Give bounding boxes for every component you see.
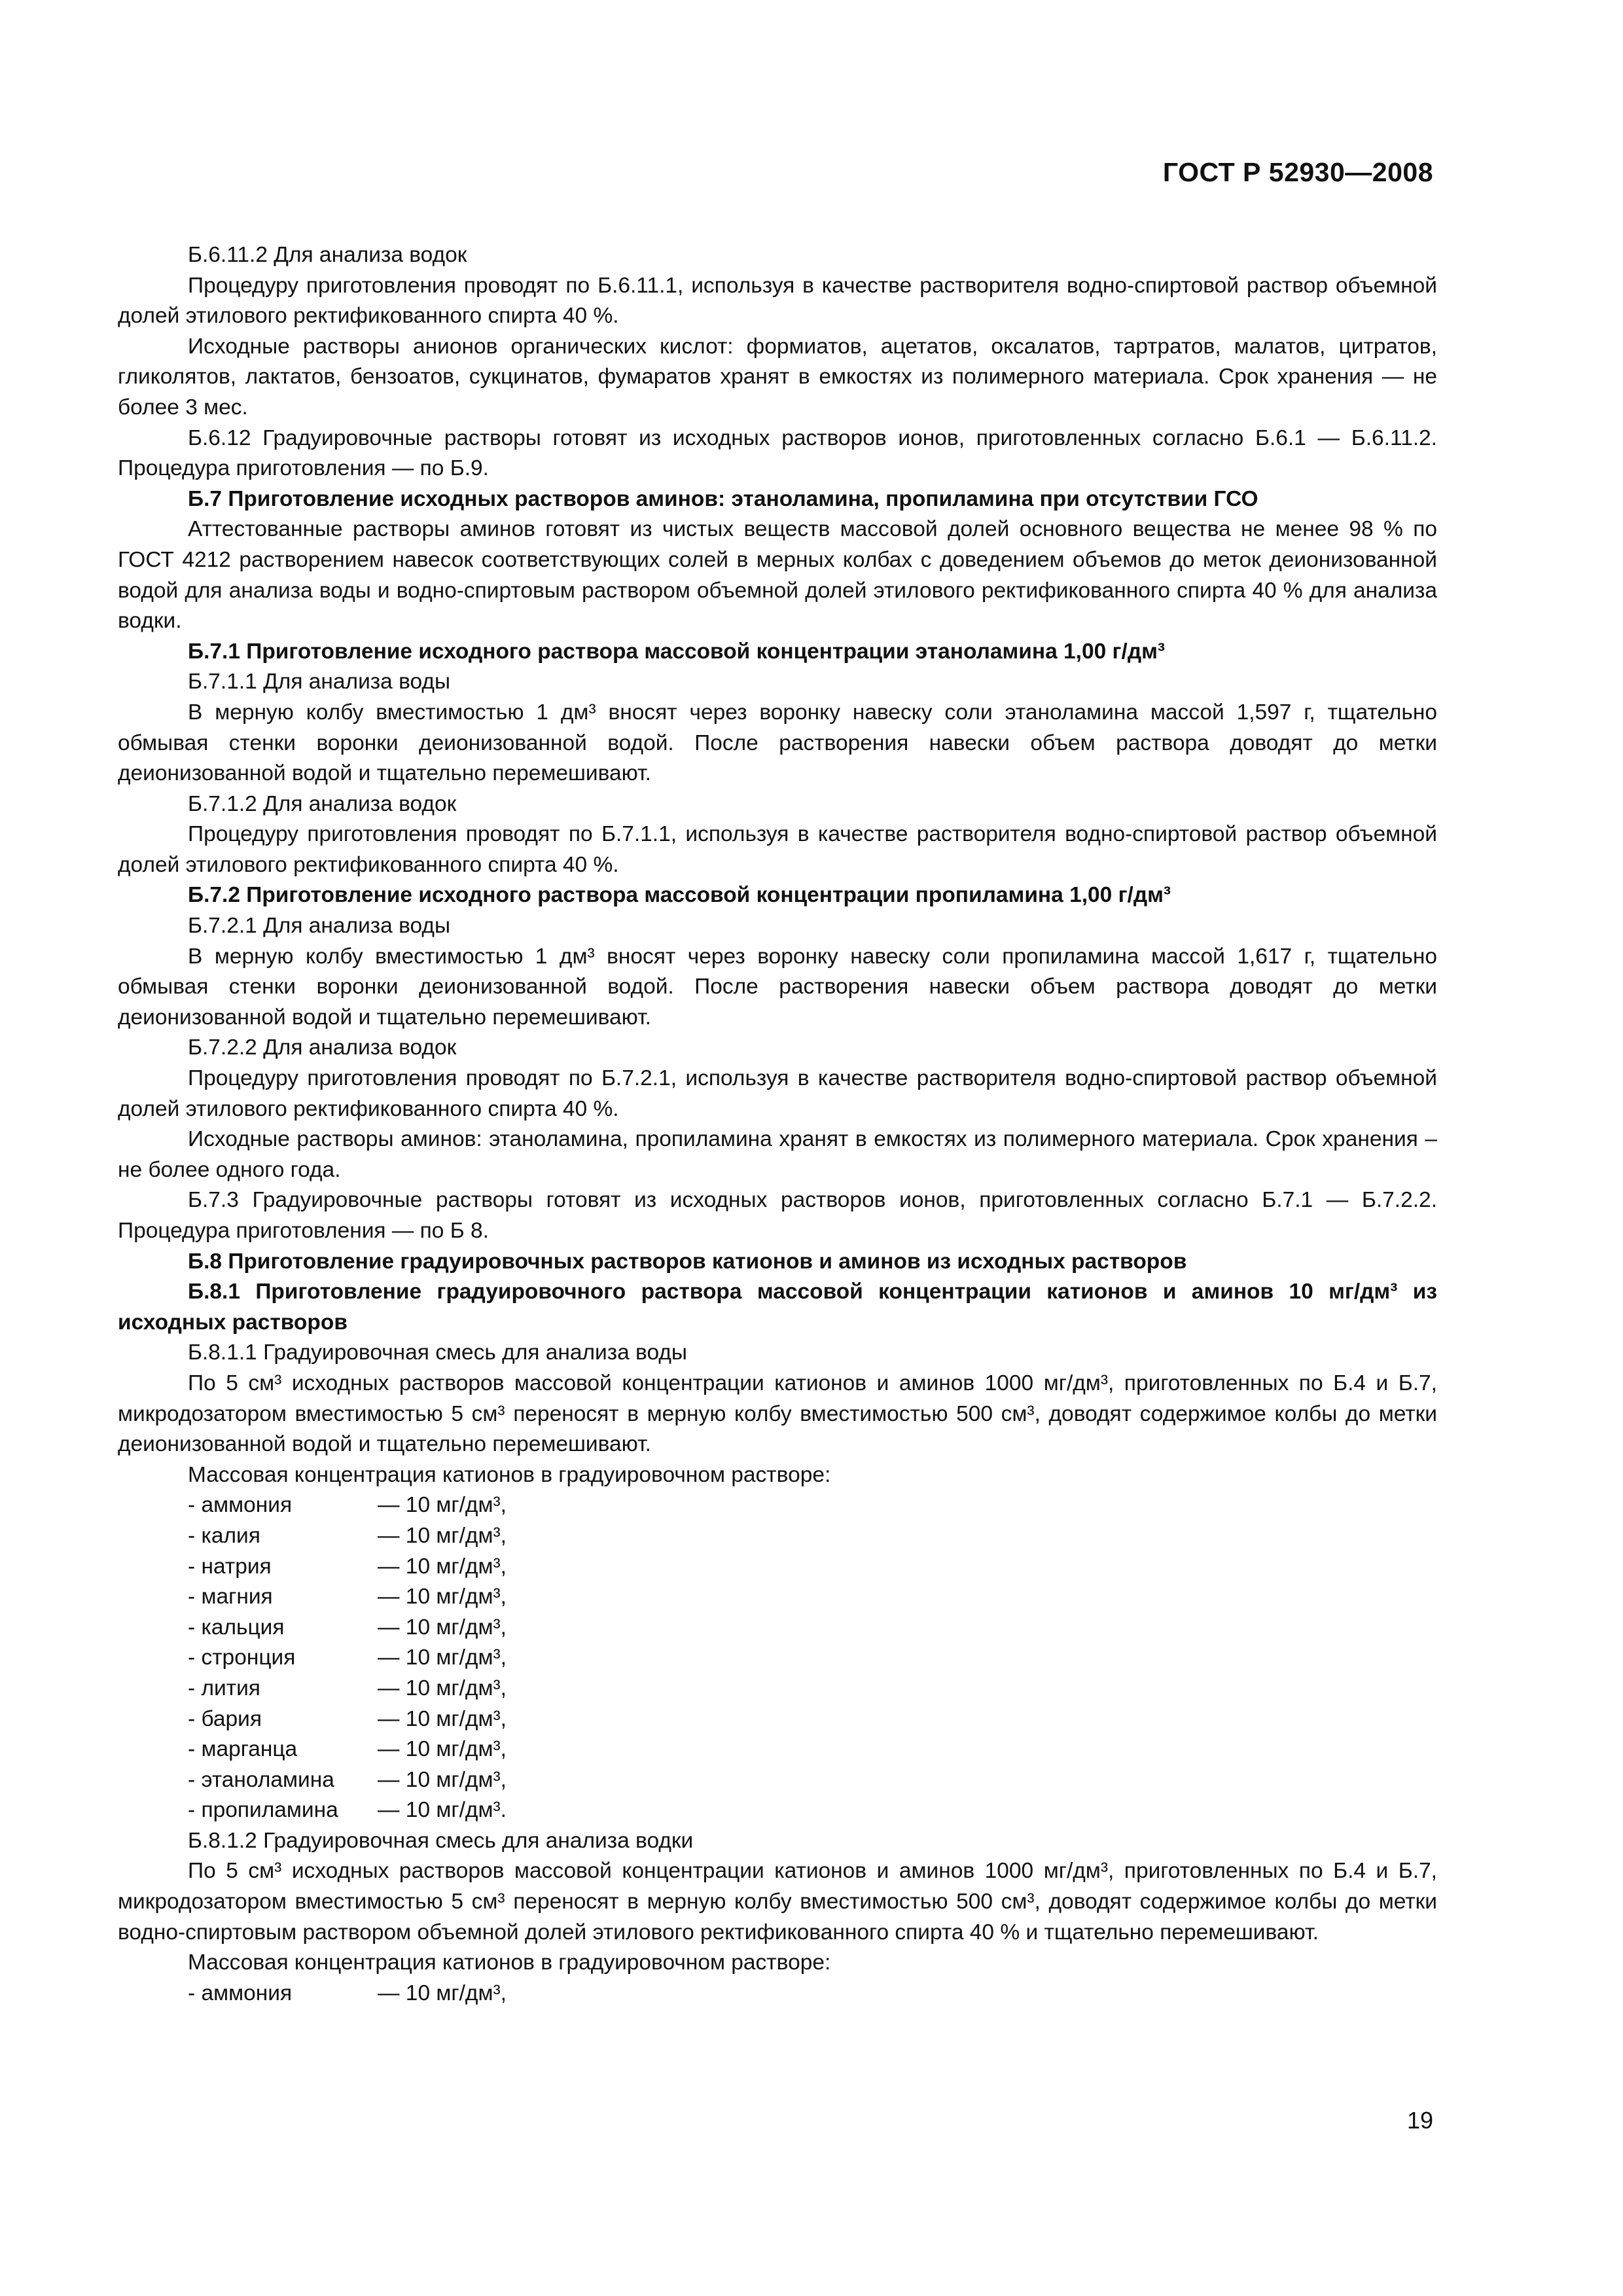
paragraph: Б.7.2.1 Для анализа воды (188, 914, 451, 939)
paragraph: Б.7.2.2 Для анализа водок (188, 1035, 457, 1060)
paragraph: Б.7.1.1 Для анализа воды (188, 670, 451, 694)
paragraph: В мерную колбу вместимостью 1 дм³ вносят через воронку навеску соли пропиламина массой 1,617 г, тщательно обмывая стенки воронки деионизованной водой. После растворения навески объем раствора доводят до метки деионизованной водой и тщательно перемешивают. (118, 944, 1437, 1030)
paragraph: Б.6.12 Градуировочные растворы готовят из исходных растворов ионов, приготовленных согласно Б.6.1 — Б.6.11.2. Процедура приготовления — по Б.9. (118, 425, 1437, 481)
paragraph: Б.6.11.2 Для анализа водок (188, 243, 467, 267)
list-item: - марганца — 10 мг/дм³, (188, 1737, 507, 1762)
paragraph: Исходные растворы аминов: этаноламина, пропиламина хранят в емкостях из полимерного материала. Срок хранения – не более одного года. (118, 1127, 1437, 1182)
list-item: - калия — 10 мг/дм³, (188, 1523, 507, 1548)
list-item: - магния — 10 мг/дм³, (188, 1585, 507, 1609)
list-item: - бария — 10 мг/дм³, (188, 1706, 507, 1731)
section-heading: Б.7 Приготовление исходных растворов аминов: этаноламина, пропиламина при отсутствии ГСО (188, 486, 1258, 511)
paragraph: Аттестованные растворы аминов готовят из чистых веществ массовой долей основного вещества не менее 98 % по ГОСТ 4212 растворением навесок соответствующих солей в мерных колбах с доведением объемов до меток деионизованной водой для анализа воды и водно-спиртовым раствором объемной долей этилового ректификованного спирта 40 % для анализа водки. (118, 517, 1437, 634)
list-item: - аммония — 10 мг/дм³, (188, 1493, 507, 1518)
list-item: - лития — 10 мг/дм³, (188, 1676, 507, 1700)
section-heading: Б.7.1 Приготовление исходного раствора массовой концентрации этаноламина 1,00 г/дм³ (188, 639, 1166, 664)
document-header: ГОСТ Р 52930—2008 (1162, 157, 1433, 187)
page-number: 19 (1406, 2107, 1433, 2134)
paragraph: Процедуру приготовления проводят по Б.6.11.1, используя в качестве растворителя водно-спиртовой раствор объемной долей этилового ректификованного спирта 40 %. (118, 273, 1437, 329)
paragraph: В мерную колбу вместимостью 1 дм³ вносят через воронку навеску соли этаноламина массой 1,597 г, тщательно обмывая стенки воронки деионизованной водой. После растворения навески объем раствора доводят до метки деионизованной водой и тщательно перемешивают. (118, 700, 1437, 786)
section-heading: Б.8 Приготовление градуировочных растворов катионов и аминов из исходных растворов (188, 1249, 1187, 1274)
paragraph: Б.8.1.2 Градуировочная смесь для анализа водки (188, 1828, 694, 1853)
list-item: - аммония — 10 мг/дм³, (188, 1981, 507, 2005)
list-item: - кальция — 10 мг/дм³, (188, 1615, 507, 1640)
paragraph: Массовая концентрация катионов в градуировочном растворе: (188, 1950, 831, 1975)
paragraph: Процедуру приготовления проводят по Б.7.1.1, используя в качестве растворителя водно-спиртовой раствор объемной долей этилового ректификованного спирта 40 %. (118, 822, 1437, 877)
paragraph: По 5 см³ исходных растворов массовой концентрации катионов и аминов 1000 мг/дм³, приготовленных по Б.4 и Б.7, микродозатором вместимостью 5 см³ переносят в мерную колбу вместимостью 500 см³, доводят содержимое колбы до метки деионизованной водой и тщательно перемешивают. (118, 1371, 1437, 1457)
section-heading: Б.7.2 Приготовление исходного раствора массовой концентрации пропиламина 1,00 г/дм³ (188, 883, 1171, 908)
list-item: - стронция — 10 мг/дм³, (188, 1645, 507, 1670)
paragraph: Исходные растворы анионов органических кислот: формиатов, ацетатов, оксалатов, тартратов, малатов, цитратов, гликолятов, лактатов, бензоатов, сукцинатов, фумаратов хранят в емкостях из полимерного материала. Срок хранения — не более 3 мес. (118, 334, 1437, 420)
list-item: - этаноламина — 10 мг/дм³, (188, 1767, 507, 1792)
paragraph: Б.7.1.2 Для анализа водок (188, 791, 457, 816)
list-item: - пропиламина — 10 мг/дм³. (188, 1798, 507, 1823)
paragraph: Процедуру приготовления проводят по Б.7.2.1, используя в качестве растворителя водно-спиртовой раствор объемной долей этилового ректификованного спирта 40 %. (118, 1066, 1437, 1121)
concentration-list (118, 1490, 1437, 1826)
section-heading: Б.8.1 Приготовление градуировочного раствора массовой концентрации катионов и аминов 10 мг/дм³ из исходных растворов (118, 1280, 1437, 1335)
document-body (118, 240, 1437, 2009)
list-item: - натрия — 10 мг/дм³, (188, 1554, 507, 1579)
concentration-list (118, 1979, 1437, 2009)
paragraph: Б.7.3 Градуировочные растворы готовят из исходных растворов ионов, приготовленных согласно Б.7.1 — Б.7.2.2. Процедура приготовления — по Б 8. (118, 1188, 1437, 1243)
paragraph: По 5 см³ исходных растворов массовой концентрации катионов и аминов 1000 мг/дм³, приготовленных по Б.4 и Б.7, микродозатором вместимостью 5 см³ переносят в мерную колбу вместимостью 500 см³, доводят содержимое колбы до метки водно-спиртовым раствором объемной долей этилового ректификованного спирта 40 % и тщательно перемешивают. (118, 1859, 1437, 1945)
paragraph: Массовая концентрация катионов в градуировочном растворе: (188, 1462, 831, 1487)
paragraph: Б.8.1.1 Градуировочная смесь для анализа воды (188, 1340, 687, 1365)
